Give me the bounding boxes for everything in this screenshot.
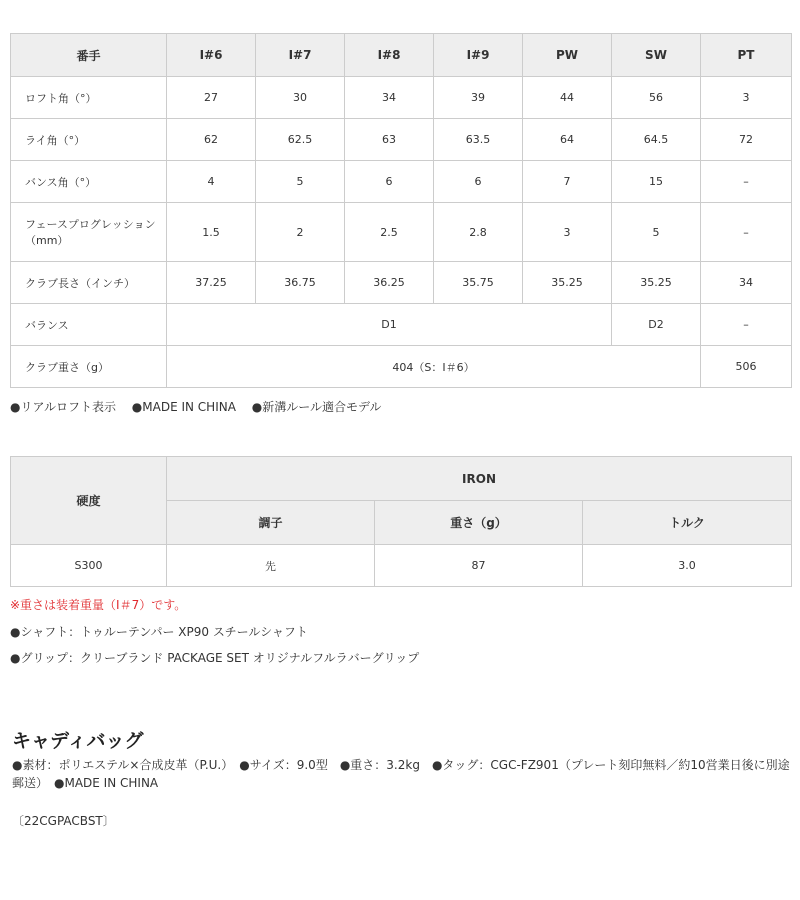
cell: 35.75	[434, 262, 523, 304]
spec-row-bounce	[11, 161, 792, 203]
cell: –	[701, 161, 792, 203]
cell: 2	[256, 203, 345, 262]
header-pt: PT	[701, 34, 792, 77]
cell: 35.25	[523, 262, 612, 304]
cell: 62.5	[256, 119, 345, 161]
spec-row-weight	[11, 346, 792, 388]
cell-torque: 3.0	[583, 545, 792, 587]
row-label: フェースプログレッション（mm）	[11, 203, 167, 262]
header-sw: SW	[612, 34, 701, 77]
spec-notes: ●リアルロフト表示 ●MADE IN CHINA ●新溝ルール適合モデル	[10, 400, 382, 414]
spec-table	[10, 33, 792, 388]
cell: 15	[612, 161, 701, 203]
cell: 3	[523, 203, 612, 262]
grip-note: ●グリップ：クリーブランド PACKAGE SET オリジナルフルラバーグリップ	[10, 651, 420, 665]
cell: 56	[612, 77, 701, 119]
cell: 2.5	[345, 203, 434, 262]
cell: 5	[612, 203, 701, 262]
cell: 1.5	[167, 203, 256, 262]
cell-hardness: S300	[11, 545, 167, 587]
row-label: クラブ重さ（g）	[11, 346, 167, 388]
header-iron: IRON	[167, 457, 792, 501]
shaft-data-row	[11, 545, 792, 587]
row-label: ロフト角（°）	[11, 77, 167, 119]
cell: 64.5	[612, 119, 701, 161]
cell: 27	[167, 77, 256, 119]
cell: 30	[256, 77, 345, 119]
cell: 39	[434, 77, 523, 119]
shaft-note: ●シャフト：トゥルーテンパー XP90 スチールシャフト	[10, 625, 308, 639]
header-i7: I#7	[256, 34, 345, 77]
caddie-bag-description: ●素材：ポリエステル×合成皮革（P.U.） ●サイズ：9.0型 ●重さ：3.2kg ●タッグ：CGC-FZ901（プレート刻印無料／約10営業日後に別途郵送） ●MADE IN CHINA	[12, 758, 790, 790]
cell: 6	[434, 161, 523, 203]
header-flex-point: 調子	[167, 501, 375, 545]
cell: 37.25	[167, 262, 256, 304]
cell: 72	[701, 119, 792, 161]
cell: 3	[701, 77, 792, 119]
caddie-bag-heading: キャディバッグ	[12, 730, 144, 752]
spec-row-lie	[11, 119, 792, 161]
cell: 2.8	[434, 203, 523, 262]
cell-weight: 87	[375, 545, 583, 587]
header-weight: 重さ（g）	[375, 501, 583, 545]
cell-balance-pt: –	[701, 304, 792, 346]
row-label: クラブ長さ（インチ）	[11, 262, 167, 304]
weight-note: ※重さは装着重量（I＃7）です。	[10, 598, 187, 612]
row-label: バンス角（°）	[11, 161, 167, 203]
shaft-table	[10, 456, 792, 587]
row-label: ライ角（°）	[11, 119, 167, 161]
spec-row-balance	[11, 304, 792, 346]
row-label: バランス	[11, 304, 167, 346]
spec-row-loft	[11, 77, 792, 119]
cell: 64	[523, 119, 612, 161]
cell: 34	[345, 77, 434, 119]
cell: 44	[523, 77, 612, 119]
cell: 5	[256, 161, 345, 203]
cell: 63.5	[434, 119, 523, 161]
header-i8: I#8	[345, 34, 434, 77]
cell-balance-iron: D1	[167, 304, 612, 346]
cell-weight-pt: 506	[701, 346, 792, 388]
header-pw: PW	[523, 34, 612, 77]
cell: 6	[345, 161, 434, 203]
header-hardness: 硬度	[11, 457, 167, 545]
spec-row-face-progression	[11, 203, 792, 262]
cell: 36.25	[345, 262, 434, 304]
product-code: 〔22CGPACBST〕	[12, 814, 115, 828]
cell: 34	[701, 262, 792, 304]
cell: –	[701, 203, 792, 262]
shaft-header-row-1	[11, 457, 792, 501]
cell: 35.25	[612, 262, 701, 304]
cell: 36.75	[256, 262, 345, 304]
cell: 7	[523, 161, 612, 203]
cell: 63	[345, 119, 434, 161]
spec-row-length	[11, 262, 792, 304]
header-club-number: 番手	[11, 34, 167, 77]
cell: 62	[167, 119, 256, 161]
cell: 4	[167, 161, 256, 203]
spec-header-row	[11, 34, 792, 77]
header-i9: I#9	[434, 34, 523, 77]
header-i6: I#6	[167, 34, 256, 77]
cell-weight-iron: 404（S：I＃6）	[167, 346, 701, 388]
cell-flex-point: 先	[167, 545, 375, 587]
cell-balance-sw: D2	[612, 304, 701, 346]
header-torque: トルク	[583, 501, 792, 545]
